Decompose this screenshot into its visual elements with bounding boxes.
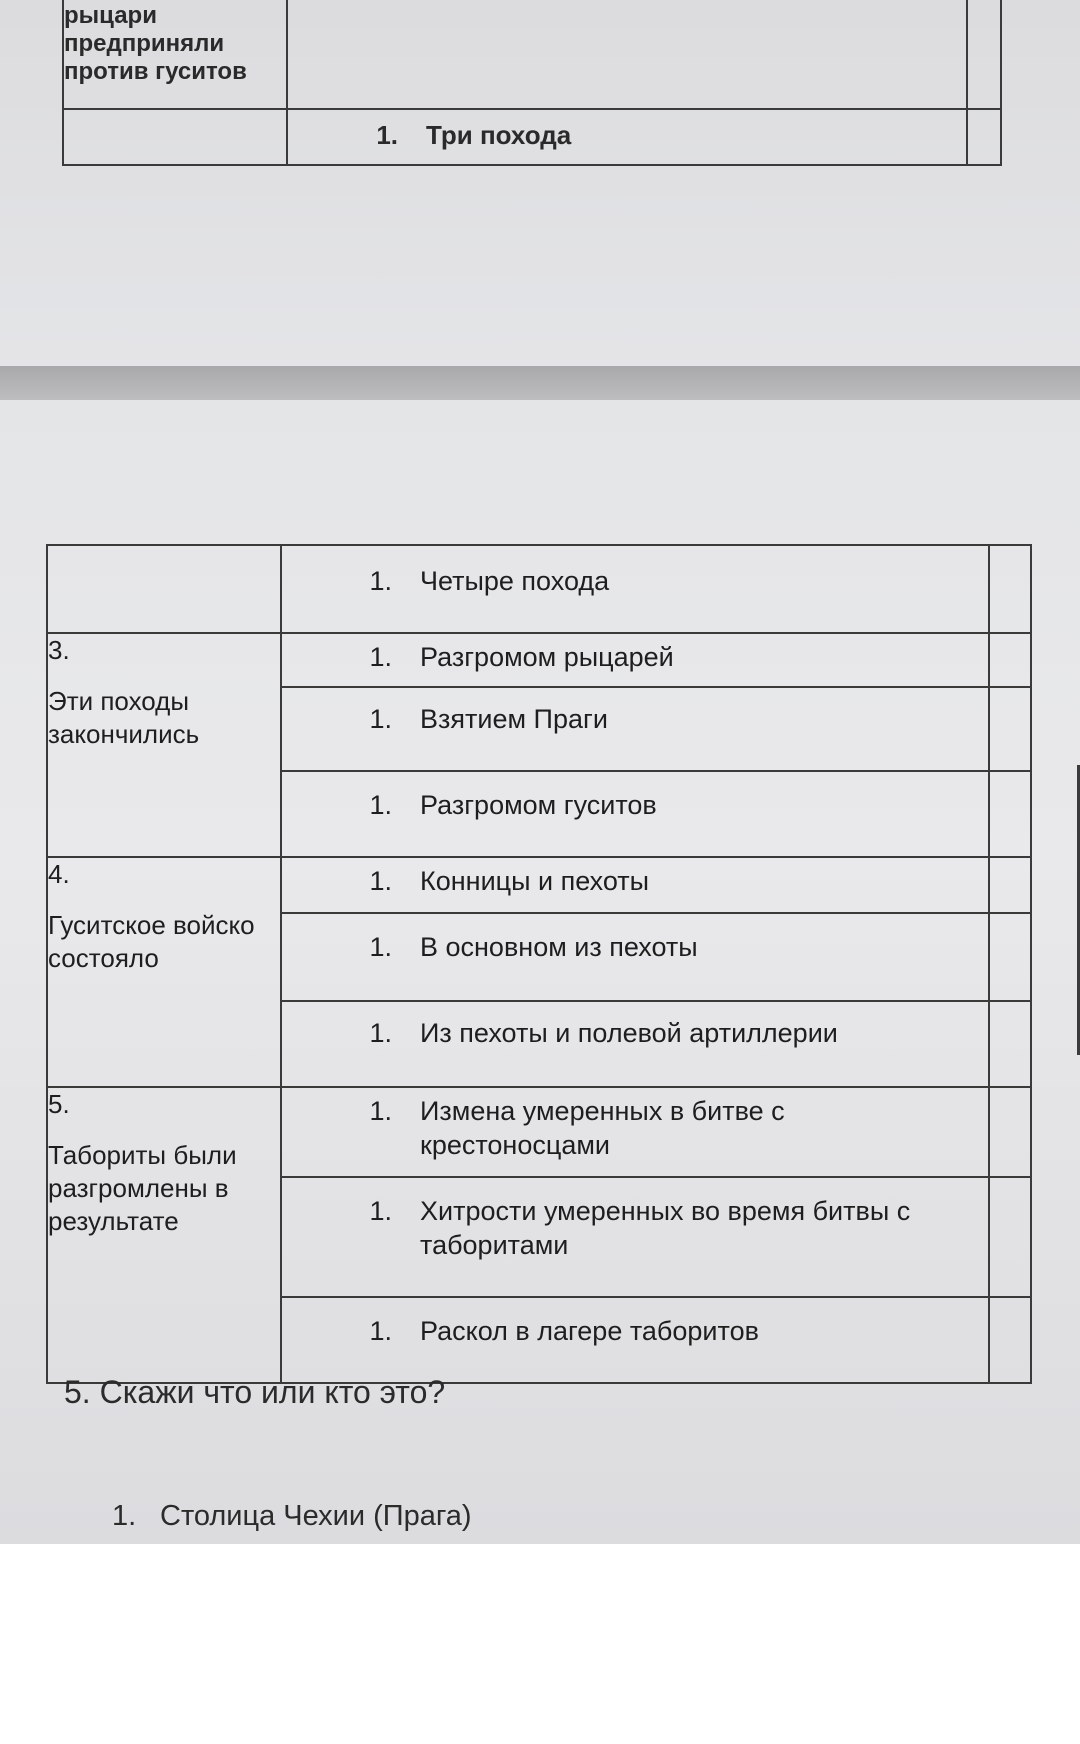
task-subitem: [112, 1500, 472, 1533]
answer-text: Из пехоты и полевой артиллерии: [420, 1018, 838, 1048]
mark-cell: [967, 109, 1001, 165]
mark-cell: [967, 0, 1001, 109]
subitem-text: Столица Чехии (Прага): [160, 1500, 472, 1532]
answer-cell: [287, 109, 967, 165]
answer-text: Три похода: [426, 120, 572, 150]
main-table: [46, 544, 1032, 1384]
answer-cell: [281, 687, 989, 771]
mark-cell: [989, 1001, 1031, 1087]
answer-text: Измена умеренных в битве с крестоносцами: [420, 1096, 785, 1160]
subitem-number: 1.: [112, 1500, 137, 1532]
question-3-cell: [47, 633, 281, 857]
question-number: 5.: [48, 1089, 70, 1119]
mark-cell: [989, 545, 1031, 633]
answer-cell: [281, 857, 989, 913]
answer-number: 1.: [369, 566, 392, 596]
question-text: Табориты были разгромлены в результате: [48, 1140, 237, 1236]
answer-cell: [281, 1177, 989, 1297]
page-divider: [0, 366, 1080, 400]
answer-cell: [281, 1001, 989, 1087]
question-text: Гуситское войско состояло: [48, 910, 255, 973]
answer-number: 1.: [369, 704, 392, 734]
mark-cell: [989, 1177, 1031, 1297]
empty-cell: [63, 109, 287, 165]
answer-number: 1.: [369, 1196, 392, 1226]
question-cell: [63, 0, 287, 109]
mark-cell: [989, 1297, 1031, 1383]
mark-cell: [989, 771, 1031, 857]
answer-number: 1.: [369, 790, 392, 820]
answer-cell: [281, 913, 989, 1001]
top-table: [62, 0, 1002, 166]
answer-number: 1.: [369, 1096, 392, 1126]
question-number: 3.: [48, 635, 70, 665]
question-text: рыцари предприняли против гуситов: [64, 2, 247, 85]
answer-cell: [281, 633, 989, 687]
answer-cell: [281, 1297, 989, 1383]
answer-cell: [281, 545, 989, 633]
answer-text: Разгромом рыцарей: [420, 642, 674, 672]
answer-text: Конницы и пехоты: [420, 866, 650, 896]
answer-number: 1.: [369, 1018, 392, 1048]
question-number: 4.: [48, 859, 70, 889]
mark-cell: [989, 633, 1031, 687]
answer-number: 1.: [369, 1316, 392, 1346]
answer-cell: [281, 1087, 989, 1177]
answer-text: Раскол в лагере таборитов: [420, 1316, 759, 1346]
mark-cell: [989, 913, 1031, 1001]
answer-cell-empty: [287, 0, 967, 109]
answer-text: Четыре похода: [420, 566, 610, 596]
question-4-cell: [47, 857, 281, 1087]
empty-cell: [47, 545, 281, 633]
task-heading: 5. Скажи что или кто это?: [64, 1374, 446, 1410]
mark-cell: [989, 687, 1031, 771]
answer-text: Взятием Праги: [420, 704, 608, 734]
answer-cell: [281, 771, 989, 857]
mark-cell: [989, 857, 1031, 913]
question-5-cell: [47, 1087, 281, 1383]
question-text: Эти походы закончились: [48, 686, 200, 749]
mark-cell: [989, 1087, 1031, 1177]
answer-text: В основном из пехоты: [420, 932, 698, 962]
answer-number: 1.: [376, 120, 398, 150]
answer-text: Хитрости умеренных во время битвы с таборитами: [420, 1196, 911, 1260]
answer-number: 1.: [369, 932, 392, 962]
answer-text: Разгромом гуситов: [420, 790, 657, 820]
answer-number: 1.: [369, 866, 392, 896]
answer-number: 1.: [369, 642, 392, 672]
